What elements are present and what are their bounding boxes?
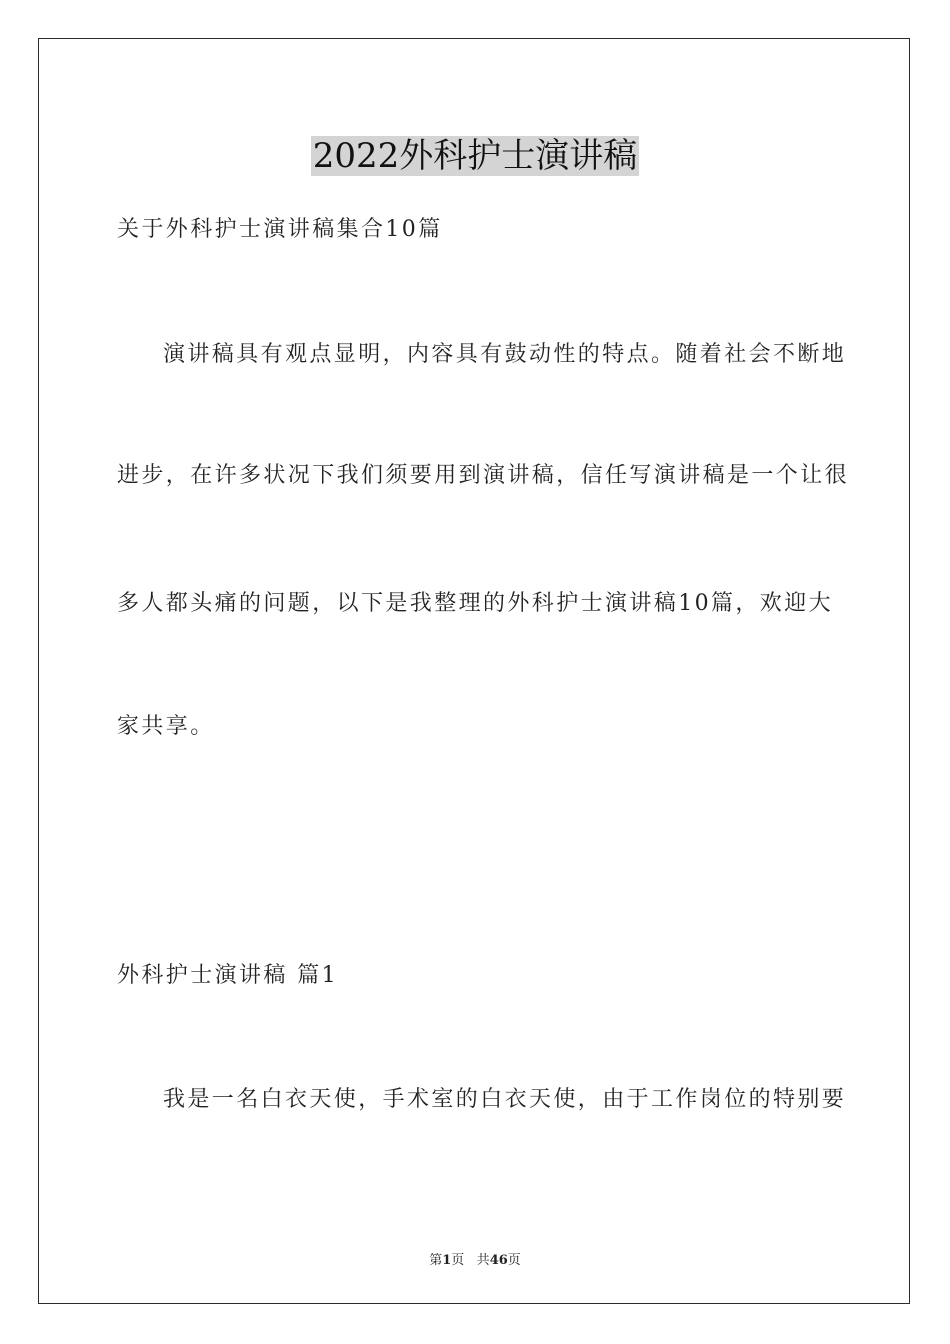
footer-page-prefix: 第 [429, 1253, 443, 1268]
intro-line-4: 家共享。 [117, 714, 215, 739]
footer-total-pages: 46 [489, 1253, 508, 1268]
document-subtitle: 关于外科护士演讲稿集合10篇 [117, 217, 443, 242]
footer-page-suffix: 页 [451, 1253, 465, 1268]
intro-line-3: 多人都头痛的问题，以下是我整理的外科护士演讲稿10篇，欢迎大 [117, 591, 833, 616]
section-first-line: 我是一名白衣天使，手术室的白衣天使，由于工作岗位的特别要 [163, 1087, 847, 1112]
section-heading: 外科护士演讲稿 篇1 [117, 963, 338, 988]
document-title-text: 2022外科护士演讲稿 [312, 136, 638, 176]
footer-page-number: 1 [442, 1253, 452, 1268]
intro-line-1: 演讲稿具有观点显明，内容具有鼓动性的特点。随着社会不断地 [163, 342, 847, 367]
document-title [0, 128, 950, 177]
footer-total-suffix: 页 [507, 1253, 521, 1268]
intro-line-2: 进步，在许多状况下我们须要用到演讲稿，信任写演讲稿是一个让很 [117, 463, 850, 488]
footer-total-prefix: 共 [476, 1253, 490, 1268]
page-footer [0, 1249, 950, 1268]
